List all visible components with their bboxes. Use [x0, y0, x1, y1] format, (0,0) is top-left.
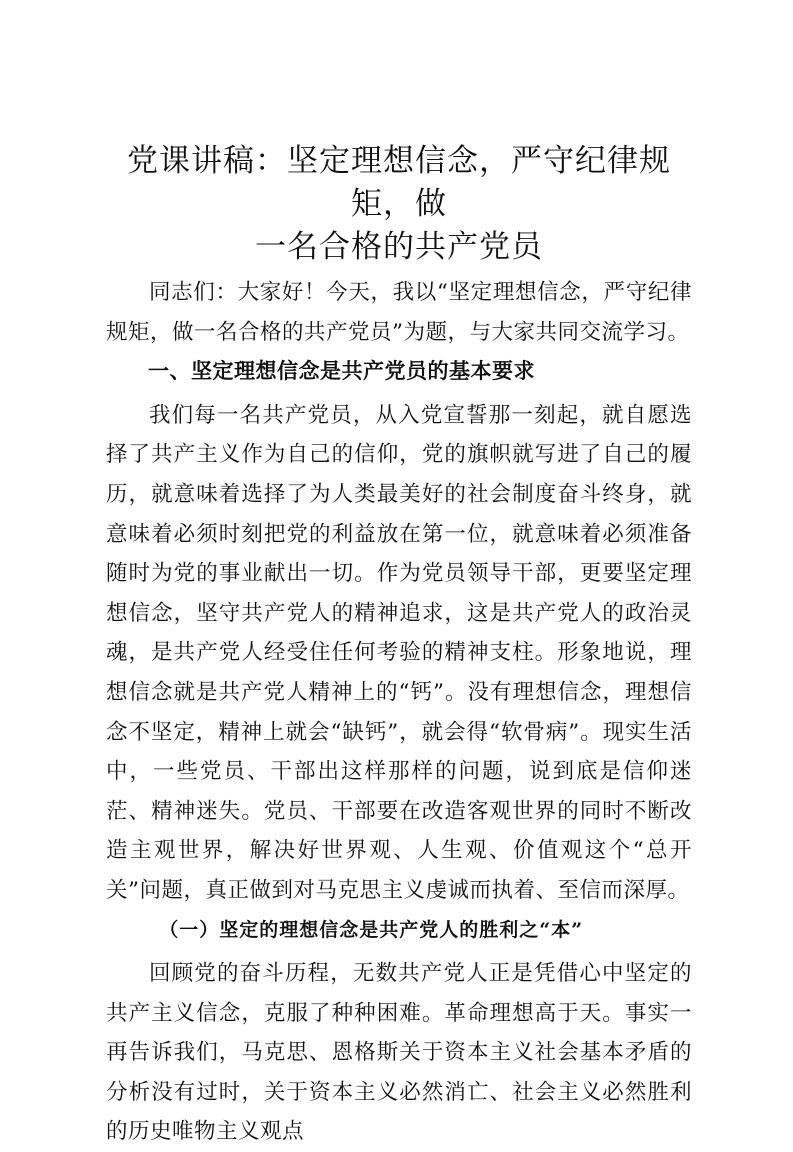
intro-paragraph: 同志们：大家好！今天，我以“坚定理想信念，严守纪律规矩，做一名合格的共产党员”为题，与大家共同交流学习。	[106, 280, 692, 345]
document-title	[106, 140, 692, 269]
document-page	[106, 140, 692, 1152]
title-line-2: 一名合格的共产党员	[255, 229, 543, 265]
section-1-heading: 一、坚定理想信念是共产党员的基本要求	[148, 359, 535, 384]
subsection-1-heading: （一）坚定的理想信念是共产党人的胜利之“本”	[159, 918, 584, 941]
section-1-paragraph: 我们每一名共产党员，从入党宣誓那一刻起，就自愿选择了共产主义作为自己的信仰，党的旗帜就写进了自己的履历，就意味着选择了为人类最美好的社会制度奋斗终身，就意味着必须时刻把党的利益放在第一位，就意味着必须准备随时为党的事业献出一切。作为党员领导干部，更要坚定理想信念，坚守共产党人的精神追求，这是共产党人的政治灵魂，是共产党人经受住任何考验的精神支柱。形象地说，理想信念就是共产党人精神上的“钙”。没有理想信念，理想信念不坚定，精神上就会“缺钙”，就会得“软骨病”。现实生活中，一些党员、干部出这样那样的问题，说到底是信仰迷茫、精神迷失。党员、干部要在改造客观世界的同时不断改造主观世界，解决好世界观、人生观、价值观这个“总开关”问题，真正做到对马克思主义虔诚而执着、至信而深厚。	[106, 402, 692, 903]
subsection-1-paragraph: 回顾党的奋斗历程，无数共产党人正是凭借心中坚定的共产主义信念，克服了种种困难。革命理想高于天。事实一再告诉我们，马克思、恩格斯关于资本主义社会基本矛盾的分析没有过时，关于资本主义必然消亡、社会主义必然胜利的历史唯物主义观点	[106, 961, 692, 1145]
title-line-1: 党课讲稿：坚定理想信念，严守纪律规矩，做	[127, 143, 671, 222]
